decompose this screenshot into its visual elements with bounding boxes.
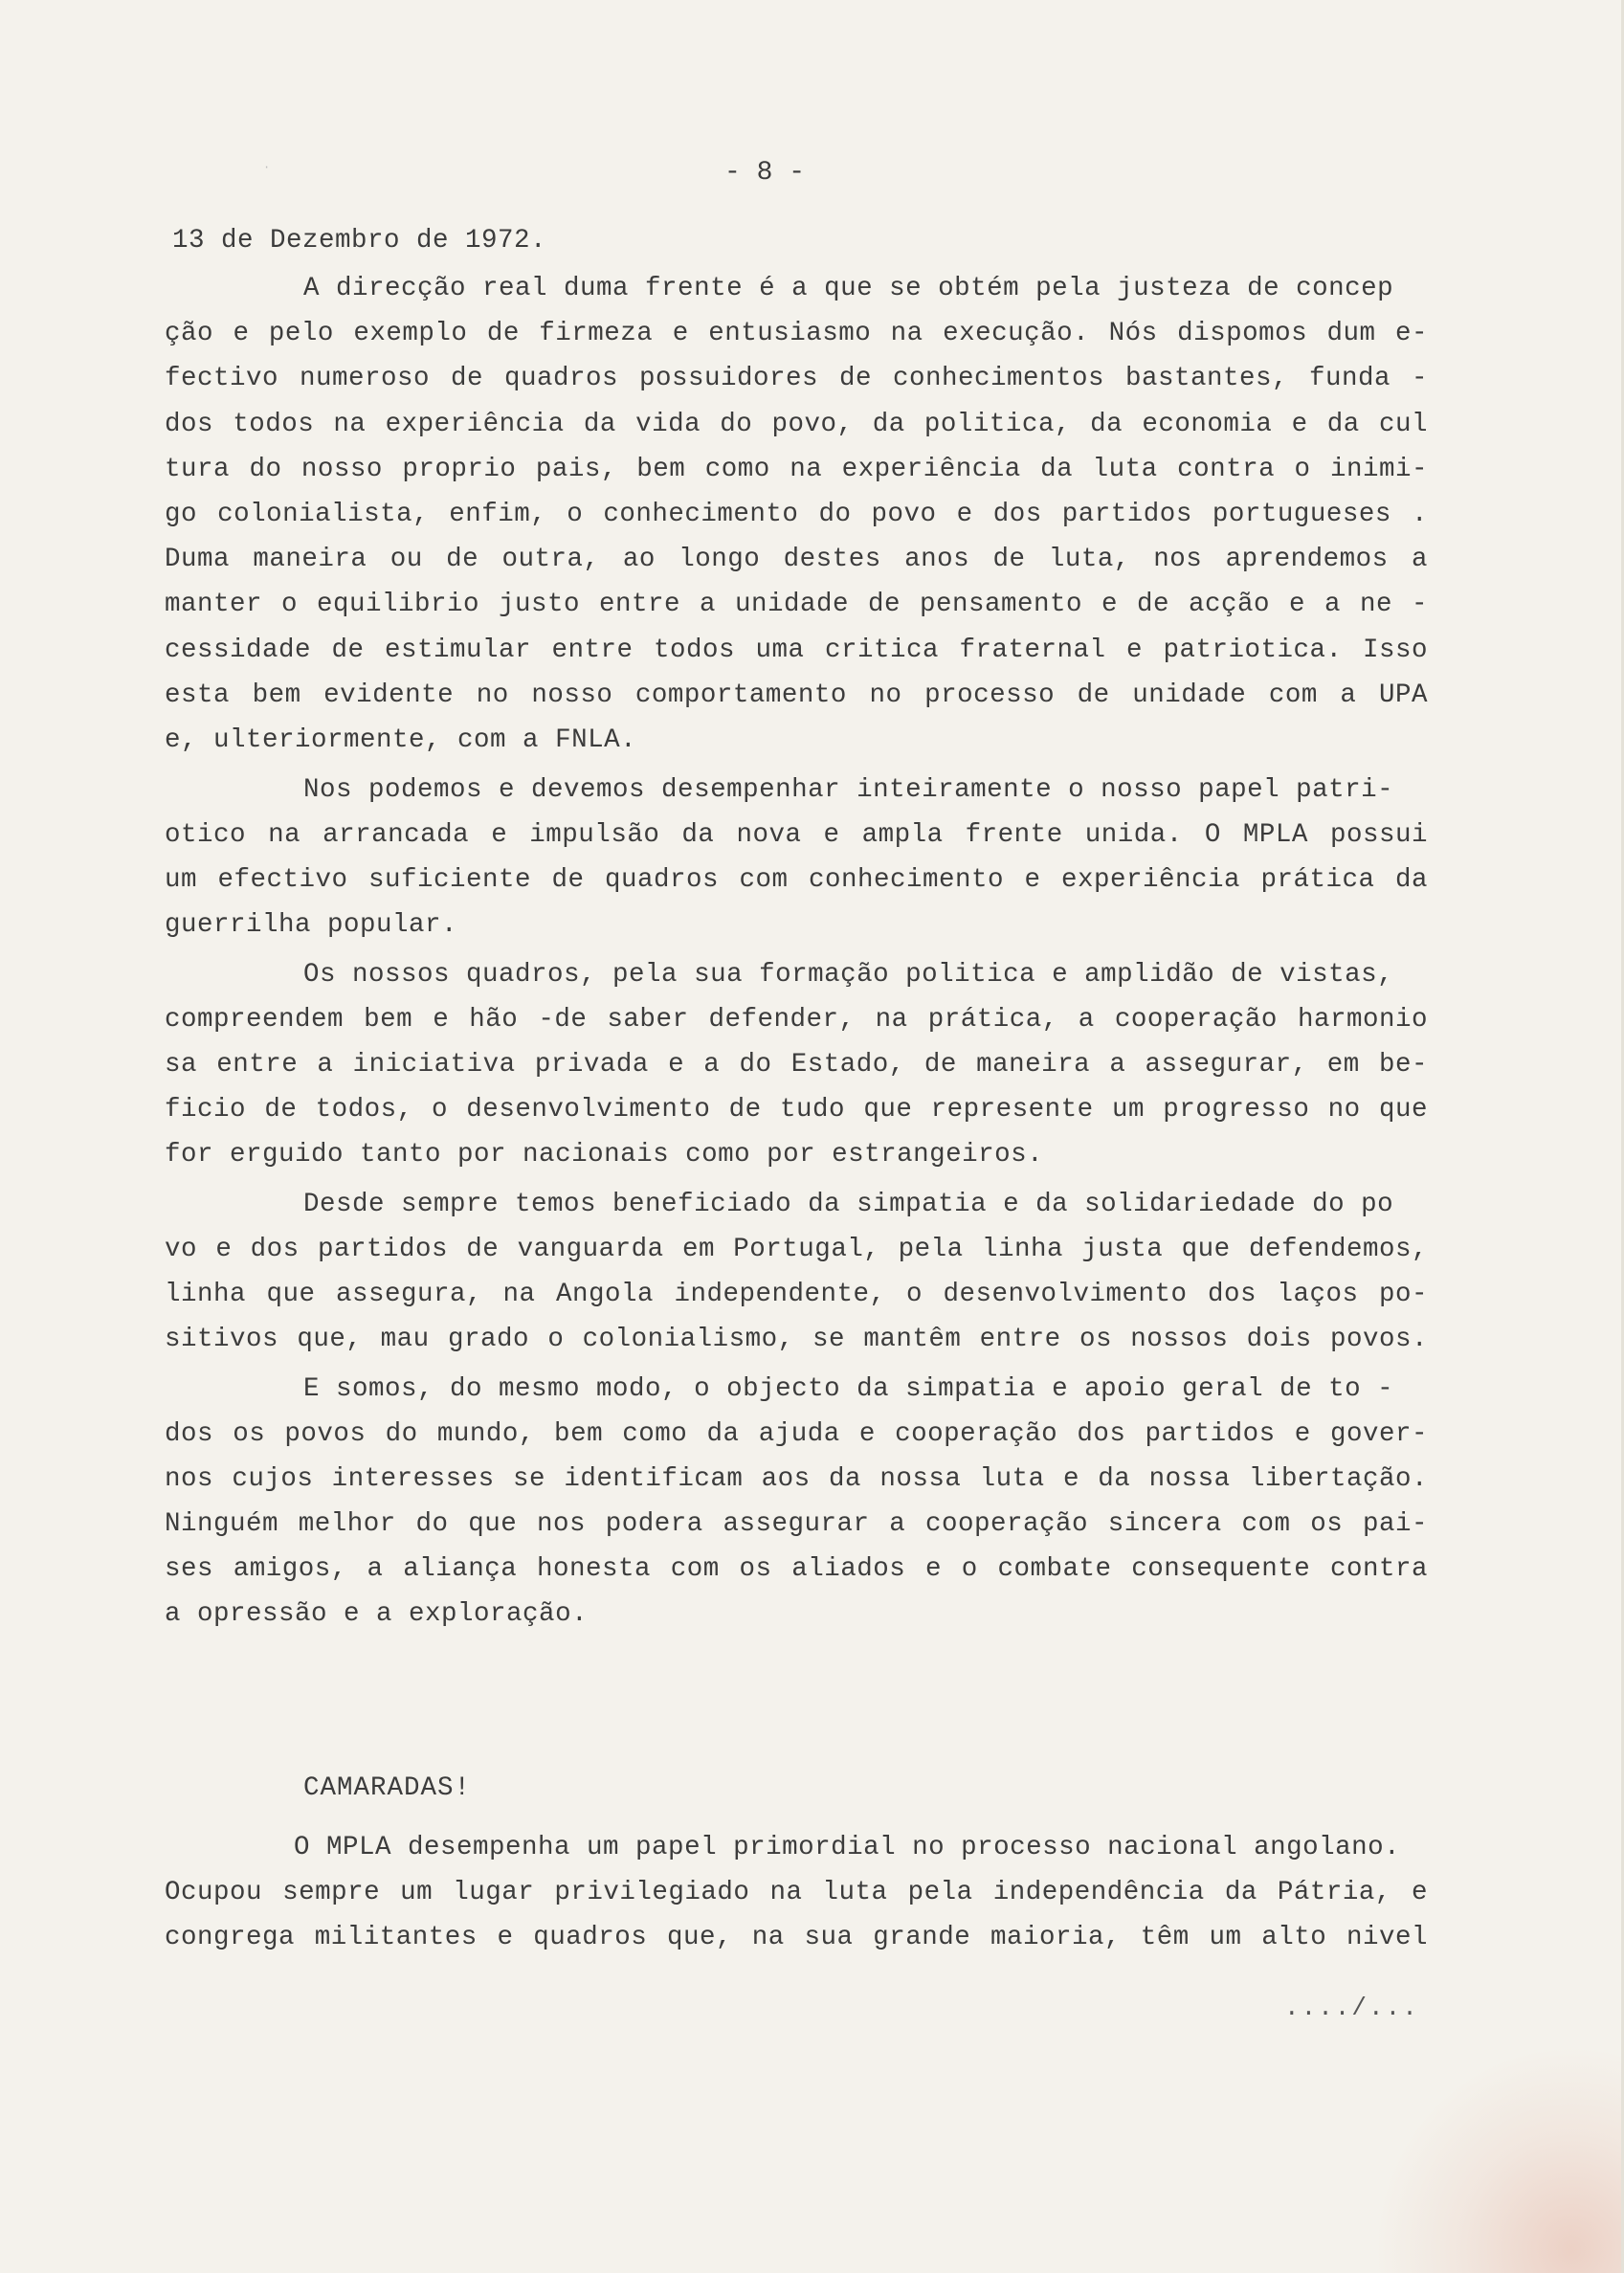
page-number: - 8 - <box>724 158 806 188</box>
paragraph-5-line-6: a opressão e a exploração. <box>165 1599 589 1629</box>
paragraph-4-line-2: vo e dos partidos de vanguarda em Portugal, pela linha justa que defendemos, <box>165 1235 1428 1264</box>
paragraph-1-line-6: go colonialista, enfim, o conhecimento do povo e dos partidos portugueses . <box>165 500 1428 529</box>
date-line: 13 de Dezembro de 1972. <box>172 226 547 256</box>
final-paragraph-line-3: congrega militantes e quadros que, na sua grande maioria, têm um alto nivel <box>165 1923 1428 1952</box>
paragraph-2-line-2: otico na arrancada e impulsão da nova e ampla frente unida. O MPLA possui <box>165 820 1428 850</box>
paragraph-5-line-3: nos cujos interesses se identificam aos da nossa luta e da nossa libertação. <box>165 1464 1428 1494</box>
paragraph-5-line-1: E somos, do mesmo modo, o objecto da simpatia e apoio geral de to - <box>303 1374 1394 1404</box>
paragraph-4-line-1: Desde sempre temos beneficiado da simpatia e da solidariedade do po <box>303 1190 1394 1219</box>
paragraph-3-line-1: Os nossos quadros, pela sua formação politica e amplidão de vistas, <box>303 960 1394 990</box>
paragraph-1-line-1: A direcção real duma frente é a que se obtém pela justeza de concep <box>303 274 1394 303</box>
paragraph-4-line-4: sitivos que, mau grado o colonialismo, se mantêm entre os nossos dois povos. <box>165 1325 1428 1354</box>
paragraph-4-line-3: linha que assegura, na Angola independente, o desenvolvimento dos laços po- <box>165 1280 1428 1309</box>
paragraph-2-line-4: guerrilha popular. <box>165 910 458 940</box>
paragraph-5-line-5: ses amigos, a aliança honesta com os aliados e o combate consequente contra <box>165 1554 1428 1584</box>
section-heading: CAMARADAS! <box>303 1773 472 1803</box>
paragraph-1-line-3: fectivo numeroso de quadros possuidores de conhecimentos bastantes, funda - <box>165 364 1428 393</box>
paper-stain <box>1372 2043 1621 2273</box>
paragraph-1-line-10: esta bem evidente no nosso comportamento no processo de unidade com a UPA <box>165 680 1428 710</box>
paragraph-1-line-11: e, ulteriormente, com a FNLA. <box>165 725 637 755</box>
paragraph-5-line-2: dos os povos do mundo, bem como da ajuda e cooperação dos partidos e gover- <box>165 1419 1428 1449</box>
paragraph-2-line-3: um efectivo suficiente de quadros com conhecimento e experiência prática da <box>165 865 1428 895</box>
paragraph-5-line-4: Ninguém melhor do que nos podera assegurar a cooperação sincera com os pai- <box>165 1509 1428 1539</box>
paragraph-3-line-2: compreendem bem e hão -de saber defender, na prática, a cooperação harmonio <box>165 1005 1428 1035</box>
paragraph-3-line-5: for erguido tanto por nacionais como por estrangeiros. <box>165 1140 1044 1170</box>
paragraph-1-line-2: ção e pelo exemplo de firmeza e entusiasmo na execução. Nós dispomos dum e- <box>165 319 1428 348</box>
paragraph-1-line-8: manter o equilibrio justo entre a unidade de pensamento e de acção e a ne - <box>165 590 1428 619</box>
paragraph-1-line-5: tura do nosso proprio pais, bem como na experiência da luta contra o inimi- <box>165 455 1428 484</box>
paragraph-3-line-4: ficio de todos, o desenvolvimento de tudo que represente um progresso no que <box>165 1095 1428 1125</box>
paragraph-3-line-3: sa entre a iniciativa privada e a do Estado, de maneira a assegurar, em be- <box>165 1050 1428 1080</box>
final-paragraph-line-1: O MPLA desempenha um papel primordial no processo nacional angolano. <box>294 1833 1401 1862</box>
final-paragraph-line-2: Ocupou sempre um lugar privilegiado na luta pela independência da Pátria, e <box>165 1878 1428 1907</box>
continuation-mark: ..../... <box>1284 1994 1419 2022</box>
speck: · <box>263 161 271 174</box>
paragraph-1-line-9: cessidade de estimular entre todos uma critica fraternal e patriotica. Isso <box>165 635 1428 665</box>
paragraph-2-line-1: Nos podemos e devemos desempenhar inteiramente o nosso papel patri- <box>303 775 1394 805</box>
paragraph-1-line-7: Duma maneira ou de outra, ao longo destes anos de luta, nos aprendemos a <box>165 545 1428 574</box>
paragraph-1-line-4: dos todos na experiência da vida do povo, da politica, da economia e da cul <box>165 410 1428 439</box>
